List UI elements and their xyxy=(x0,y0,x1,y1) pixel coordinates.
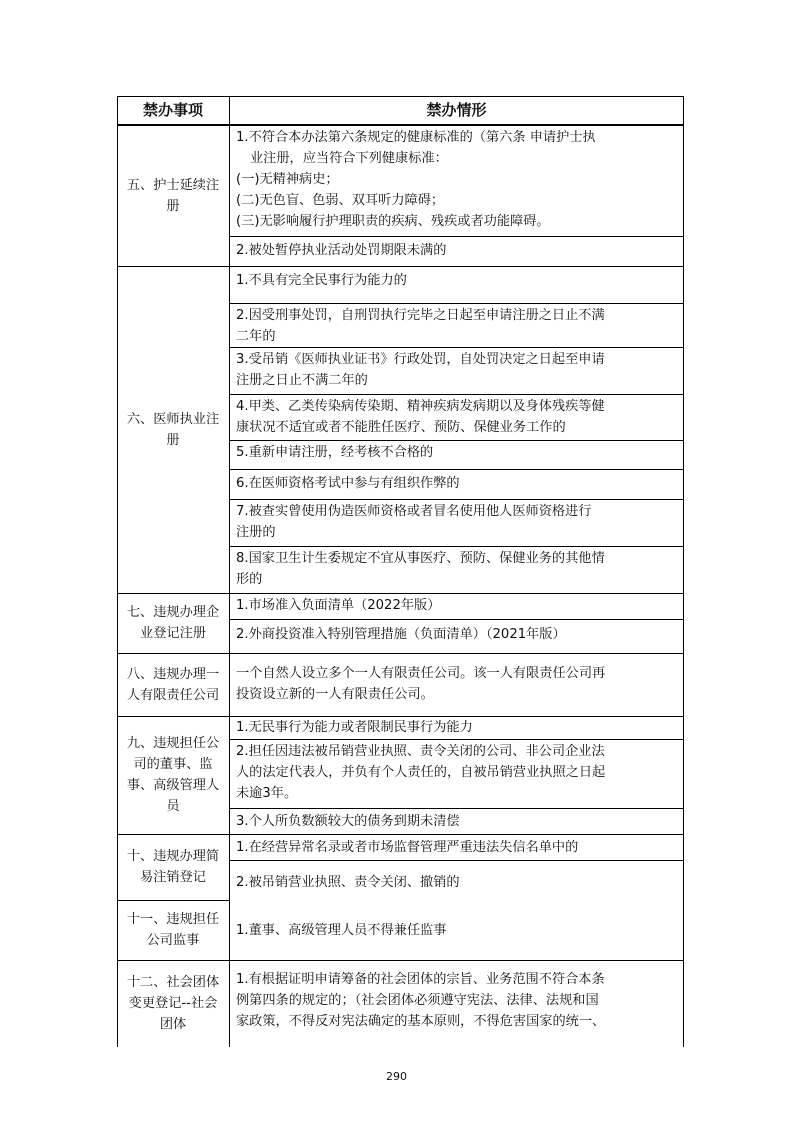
sub-row-divider xyxy=(229,236,684,237)
sub-row-divider xyxy=(229,546,684,547)
condition-physician-7 xyxy=(229,499,684,546)
row-divider xyxy=(117,266,684,267)
row-divider xyxy=(117,653,684,654)
row-divider xyxy=(117,834,684,835)
condition-line: 二年的 xyxy=(236,329,276,344)
condition-director-3 xyxy=(229,808,684,834)
condition-line: 3.受吊销《医师执业证书》行政处罚，自处罚决定之日起至申请 xyxy=(236,352,605,367)
condition-line: 3.个人所负数额较大的债务到期未清偿 xyxy=(236,814,460,829)
condition-line: 1.不具有完全民事行为能力的 xyxy=(236,273,407,288)
condition-line: 2.担任因违法被吊销营业执照、责令关闭的公司、非公司企业法 xyxy=(236,744,605,759)
condition-director-1 xyxy=(229,716,684,739)
header-divider xyxy=(117,124,684,126)
column-divider xyxy=(229,96,230,1047)
condition-line: 康状况不适宜或者不能胜任医疗、预防、保健业务工作的 xyxy=(236,420,566,435)
condition-line: 未逾3年。 xyxy=(236,786,298,801)
condition-line: (三)无影响履行护理职责的疾病、残疾或者功能障碍。 xyxy=(236,214,550,229)
condition-line: 投资设立新的一人有限责任公司。 xyxy=(236,687,434,702)
sub-row-divider xyxy=(229,499,684,500)
condition-line: 6.在医师资格考试中参与有组织作弊的 xyxy=(236,476,460,491)
condition-line: 7.被查实曾使用伪造医师资格或者冒名使用他人医师资格进行 xyxy=(236,504,592,519)
sub-row-divider xyxy=(229,303,684,304)
condition-supervisor-1 xyxy=(229,900,684,960)
condition-deregistration-2 xyxy=(229,860,684,900)
border-left xyxy=(117,96,118,1047)
condition-one-person-1 xyxy=(229,653,684,716)
condition-line: 1.在经营异常名录或者市场监督管理严重违法失信名单中的 xyxy=(236,840,579,855)
header-condition: 禁办情形 xyxy=(426,101,487,119)
sub-row-divider xyxy=(229,469,684,470)
condition-nurse-1 xyxy=(229,125,684,236)
sub-row-divider xyxy=(229,860,684,861)
condition-line: 业注册，应当符合下列健康标准： xyxy=(250,151,448,166)
condition-line: 2.因受刑事处罚，自刑罚执行完毕之日起至申请注册之日止不满 xyxy=(236,308,605,323)
item-nurse-renewal: 五、护士延续注册 xyxy=(126,177,220,214)
condition-line: 1.无民事行为能力或者限制民事行为能力 xyxy=(236,720,473,735)
condition-line: 一个自然人设立多个一人有限责任公司。该一人有限责任公司再 xyxy=(236,666,606,681)
item-physician-registration: 六、医师执业注册 xyxy=(126,411,220,448)
condition-physician-2 xyxy=(229,303,684,347)
item-director-supervisor: 九、违规担任公司的董事、监事、高级管理人员 xyxy=(126,736,220,814)
condition-nurse-2 xyxy=(229,236,684,266)
condition-line: 1.市场准入负面清单（2022年版） xyxy=(236,598,441,613)
page-number: 290 xyxy=(386,1070,407,1083)
condition-social-org-1 xyxy=(229,960,684,1047)
sub-row-divider xyxy=(229,739,684,740)
condition-enterprise-1 xyxy=(229,593,684,619)
condition-director-2 xyxy=(229,739,684,808)
border-right xyxy=(683,96,684,1047)
condition-line: 家政策，不得反对宪法确定的基本原则，不得危害国家的统一、 xyxy=(236,1014,606,1029)
restriction-table xyxy=(117,96,684,1047)
condition-line: 例第四条的规定的；（社会团体必须遵守宪法、法律、法规和国 xyxy=(236,993,599,1008)
sub-row-divider xyxy=(229,394,684,395)
item-supervisor: 十一、违规担任公司监事 xyxy=(126,912,220,948)
condition-line: 5.重新申请注册，经考核不合格的 xyxy=(236,445,434,460)
border-top xyxy=(117,96,684,97)
condition-line: (一)无精神病史； xyxy=(236,172,339,187)
row-divider xyxy=(117,900,229,901)
item-simple-deregistration: 十、违规办理简易注销登记 xyxy=(126,849,220,885)
condition-line: 2.外商投资准入特别管理措施（负面清单）（2021年版） xyxy=(236,627,566,642)
condition-line: 形的 xyxy=(236,572,263,587)
condition-physician-1 xyxy=(229,266,684,303)
sub-row-divider xyxy=(229,619,684,620)
header-item: 禁办事项 xyxy=(142,101,203,119)
condition-physician-6 xyxy=(229,469,684,499)
sub-row-divider xyxy=(229,347,684,348)
row-divider xyxy=(117,960,684,961)
condition-line: 1.不符合本办法第六条规定的健康标准的（第六条 申请护士执 xyxy=(236,130,596,145)
condition-line: 4.甲类、乙类传染病传染期、精神疾病发病期以及身体残疾等健 xyxy=(236,399,605,414)
item-one-person-company: 八、违规办理一人有限责任公司 xyxy=(126,666,220,703)
item-enterprise-registration: 七、违规办理企业登记注册 xyxy=(126,605,220,641)
condition-line: 注册的 xyxy=(236,525,276,540)
sub-row-divider xyxy=(229,808,684,809)
condition-line: 1.有根据证明申请筹备的社会团体的宗旨、业务范围不符合本条 xyxy=(236,972,605,987)
item-social-org-change: 十二、社会团体变更登记--社会团体 xyxy=(126,975,220,1032)
condition-line: 1.董事、高级管理人员不得兼任监事 xyxy=(236,923,447,938)
row-divider xyxy=(117,716,684,717)
condition-line: 2.被吊销营业执照、责令关闭、撤销的 xyxy=(236,875,460,890)
condition-deregistration-1 xyxy=(229,834,684,860)
condition-line: 人的法定代表人，并负有个人责任的，自被吊销营业执照之日起 xyxy=(236,765,606,780)
condition-line: 8.国家卫生计生委规定不宜从事医疗、预防、保健业务的其他情 xyxy=(236,551,605,566)
condition-enterprise-2 xyxy=(229,619,684,653)
condition-line: (二)无色盲、色弱、双耳听力障碍； xyxy=(236,193,445,208)
condition-physician-4 xyxy=(229,394,684,440)
condition-physician-8 xyxy=(229,546,684,593)
condition-line: 2.被处暂停执业活动处罚期限未满的 xyxy=(236,243,447,258)
condition-physician-5 xyxy=(229,440,684,469)
sub-row-divider xyxy=(229,440,684,441)
condition-line: 注册之日止不满二年的 xyxy=(236,373,368,388)
condition-physician-3 xyxy=(229,347,684,394)
row-divider xyxy=(117,593,684,594)
